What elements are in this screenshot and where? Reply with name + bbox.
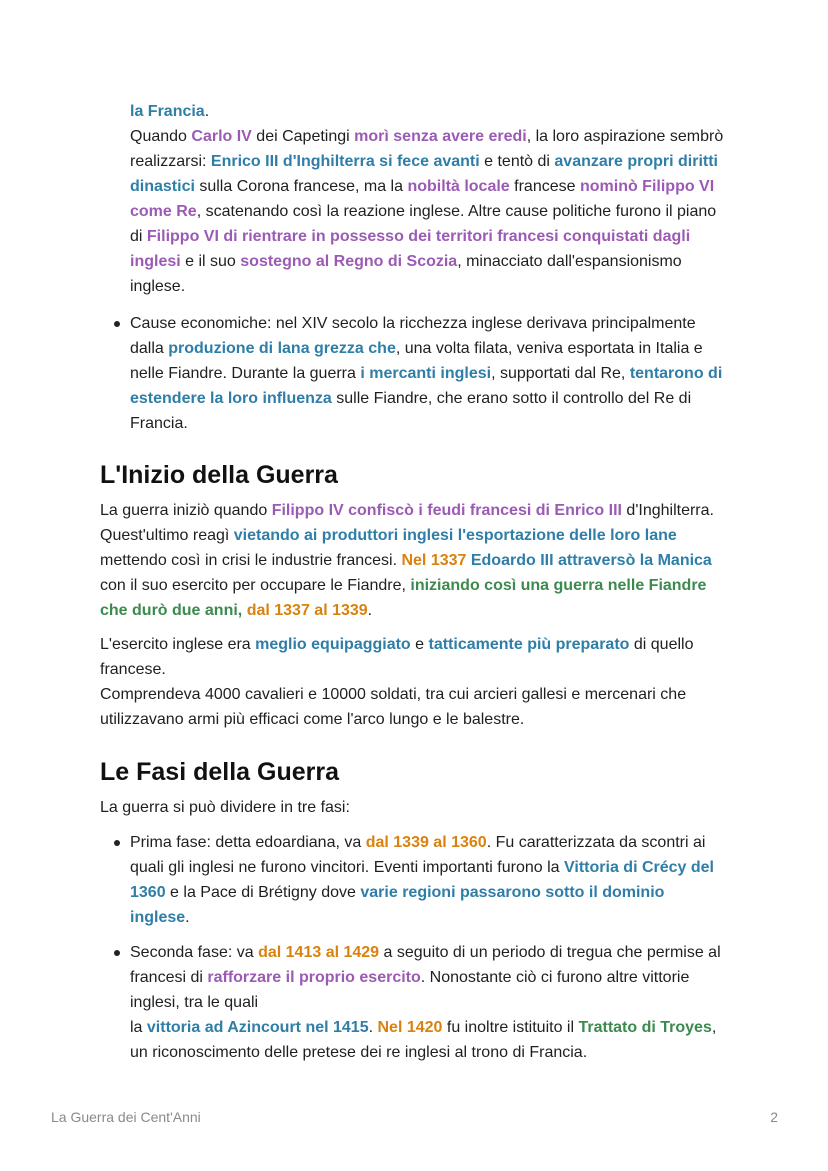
highlight: la Francia bbox=[130, 103, 205, 120]
highlight: meglio equipaggiato bbox=[255, 636, 411, 653]
highlight: morì senza avere eredi bbox=[354, 128, 527, 145]
text: Cause economiche: nel XIV secolo la ricchezza inglese derivava principalmente dalla bbox=[130, 315, 696, 357]
text: di quello francese. bbox=[100, 636, 694, 678]
text: d'Inghilterra. Quest'ultimo reagì bbox=[100, 502, 714, 544]
text: la bbox=[130, 1019, 147, 1036]
paragraph-inizio bbox=[100, 498, 730, 623]
text: sulle Fiandre, che erano sotto il controllo del Re di Francia. bbox=[130, 390, 692, 432]
text: Prima fase: detta edoardiana, va bbox=[130, 834, 366, 851]
highlight: produzione di lana grezza che bbox=[168, 340, 396, 357]
highlight: Vittoria di Crécy del 1360 bbox=[130, 859, 714, 901]
highlight: Edoardo III attraversò la Manica bbox=[470, 552, 712, 569]
highlight: nominò Filippo VI come Re bbox=[130, 178, 715, 220]
text: e la Pace di Brétigny dove bbox=[165, 884, 361, 901]
highlight: dal 1413 al 1429 bbox=[258, 944, 380, 961]
text: dei Capetingi bbox=[251, 128, 355, 145]
text: , minacciato dall'espansionismo inglese. bbox=[130, 253, 682, 295]
highlight: rafforzare il proprio esercito bbox=[207, 969, 421, 986]
footer-document-title: La Guerra dei Cent'Anni bbox=[51, 1109, 201, 1125]
text: . bbox=[185, 909, 190, 926]
text: . bbox=[204, 103, 210, 120]
text: mettendo così in crisi le industrie francesi. bbox=[100, 552, 402, 569]
highlight: avanzare propri diritti dinastici bbox=[130, 153, 718, 195]
bullet-dot bbox=[114, 840, 120, 846]
highlight: Filippo IV confiscò i feudi francesi di Enrico III bbox=[271, 502, 622, 519]
text: fu inoltre istituito il bbox=[442, 1019, 579, 1036]
text: . Nonostante ciò ci furono altre vittorie inglesi, tra le quali bbox=[130, 969, 690, 1011]
text: sulla Corona francese, ma la bbox=[194, 178, 408, 195]
highlight: Nel 1420 bbox=[377, 1019, 443, 1036]
text: francese bbox=[509, 178, 580, 195]
text: , la loro aspirazione sembrò realizzarsi: bbox=[130, 128, 724, 170]
paragraph-political-causes bbox=[130, 99, 730, 299]
highlight: vittoria ad Azincourt nel 1415 bbox=[146, 1019, 369, 1036]
paragraph-esercito bbox=[100, 632, 730, 732]
text: , supportati dal Re, bbox=[491, 365, 630, 382]
highlight: Enrico III d'Inghilterra si fece avanti bbox=[210, 153, 480, 170]
highlight: vietando ai produttori inglesi l'esportazione delle loro lane bbox=[233, 527, 677, 544]
highlight: tatticamente più preparato bbox=[428, 636, 630, 653]
list-item-seconda-fase bbox=[130, 940, 726, 1065]
list-item-economic-causes bbox=[130, 311, 726, 436]
text: Comprendeva 4000 cavalieri e 10000 soldati, tra cui arcieri gallesi e mercenari che utilizzavano armi più efficaci come l'arco lungo e le balestre. bbox=[100, 686, 687, 728]
text: , un riconoscimento delle pretese dei re inglesi al trono di Francia. bbox=[130, 1019, 717, 1061]
section-heading-inizio: L'Inizio della Guerra bbox=[100, 461, 338, 489]
highlight: sostegno al Regno di Scozia bbox=[240, 253, 458, 270]
text: La guerra iniziò quando bbox=[100, 502, 272, 519]
paragraph-fasi-intro: La guerra si può dividere in tre fasi: bbox=[100, 799, 350, 816]
text: con il suo esercito per occupare le Fiandre, bbox=[100, 577, 411, 594]
highlight: Trattato di Troyes bbox=[578, 1019, 712, 1036]
highlight: Filippo VI di rientrare in possesso dei territori francesi conquistati dagli inglesi bbox=[130, 228, 691, 270]
text: . bbox=[367, 602, 373, 619]
highlight: Nel 1337 bbox=[401, 552, 467, 569]
highlight: dal 1337 al 1339 bbox=[246, 602, 368, 619]
text: Quando bbox=[130, 128, 192, 145]
highlight: iniziando così una guerra nelle Fiandre che durò due anni, bbox=[100, 577, 707, 619]
text: L'esercito inglese era bbox=[100, 636, 256, 653]
footer-page-number: 2 bbox=[770, 1109, 778, 1125]
text: . Fu caratterizzata da scontri ai quali gli inglesi ne furono vincitori. Eventi importanti furono la bbox=[130, 834, 706, 876]
text: . bbox=[368, 1019, 378, 1036]
highlight: varie regioni passarono sotto il dominio inglese bbox=[130, 884, 665, 926]
text: e il suo bbox=[180, 253, 241, 270]
highlight: tentarono di estendere la loro influenza bbox=[130, 365, 723, 407]
text: a seguito di un periodo di tregua che permise al francesi di bbox=[130, 944, 721, 986]
highlight: dal 1339 al 1360 bbox=[365, 834, 487, 851]
highlight: Carlo IV bbox=[191, 128, 252, 145]
section-heading-fasi: Le Fasi della Guerra bbox=[100, 758, 339, 786]
text: Seconda fase: va bbox=[130, 944, 259, 961]
highlight: i mercanti inglesi bbox=[360, 365, 492, 382]
list-item-prima-fase bbox=[130, 830, 726, 930]
text: , una volta filata, veniva esportata in Italia e nelle Fiandre. Durante la guerra bbox=[130, 340, 703, 382]
bullet-dot bbox=[114, 321, 120, 327]
text: , scatenando così la reazione inglese. Altre cause politiche furono il piano di bbox=[130, 203, 717, 245]
highlight: nobiltà locale bbox=[407, 178, 510, 195]
text: e bbox=[410, 636, 429, 653]
text: e tentò di bbox=[479, 153, 555, 170]
bullet-dot bbox=[114, 950, 120, 956]
